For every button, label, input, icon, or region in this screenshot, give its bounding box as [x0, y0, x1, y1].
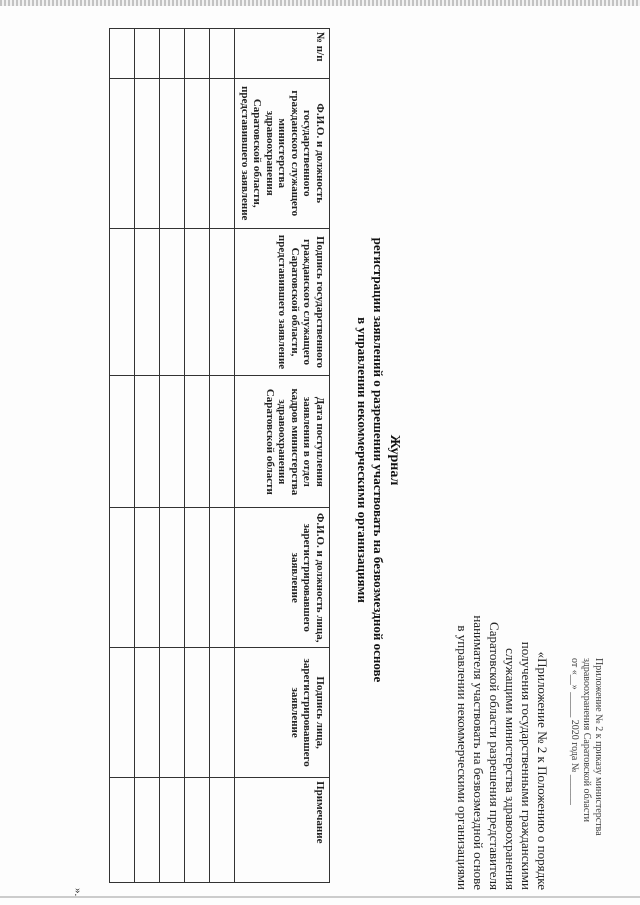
header-number: № п/п	[235, 29, 330, 79]
table-cell	[160, 648, 185, 778]
appendix-line-1: «Приложение № 2 к Положению о порядке	[535, 651, 550, 890]
table-cell	[210, 778, 235, 883]
header-employee-signature: Подпись государственного гражданского служащего Саратовской области, представившего заявление	[235, 228, 330, 376]
table-row	[185, 29, 210, 883]
table-cell	[110, 29, 135, 79]
header-registrar-signature: Подпись лица, зарегистрировавшего заявление	[235, 648, 330, 778]
table-row	[135, 29, 160, 883]
table-cell	[135, 78, 160, 228]
appendix-line-4: Саратовской области разрешения представителя	[487, 622, 502, 890]
table-cell	[185, 648, 210, 778]
header-remark: Примечание	[235, 778, 330, 883]
table-cell	[160, 376, 185, 508]
closing-mark: ».	[72, 888, 84, 897]
table-body	[110, 29, 235, 883]
table-cell	[210, 508, 235, 648]
table-row	[110, 29, 135, 883]
table-cell	[135, 376, 160, 508]
table-cell	[110, 648, 135, 778]
table-cell	[185, 29, 210, 79]
table-cell	[110, 376, 135, 508]
table-cell	[210, 376, 235, 508]
table-cell	[210, 228, 235, 376]
table-cell	[110, 228, 135, 376]
journal-title-line-2: регистрации заявлений о разрешении участвовать на безвозмездной основе	[371, 237, 386, 683]
approval-note-line-1: Приложение № 2 к приказу министерства	[593, 658, 604, 836]
table-cell	[135, 508, 160, 648]
appendix-caption	[454, 545, 550, 890]
table-cell	[185, 376, 210, 508]
table-cell	[210, 78, 235, 228]
appendix-line-2: получения государственными гражданскими	[519, 641, 534, 890]
table-cell	[110, 778, 135, 883]
table-cell	[160, 778, 185, 883]
journal-title-line-3: в управлении некоммерческими организациями	[355, 317, 370, 603]
table-cell	[110, 78, 135, 228]
table-cell	[160, 78, 185, 228]
table-row	[210, 29, 235, 883]
table-cell	[185, 508, 210, 648]
table-cell	[210, 29, 235, 79]
table-cell	[135, 228, 160, 376]
table-row	[160, 29, 185, 883]
table-cell	[185, 228, 210, 376]
table-cell	[135, 778, 160, 883]
table-cell	[110, 508, 135, 648]
table-cell	[160, 228, 185, 376]
table-cell	[185, 778, 210, 883]
table-cell	[160, 29, 185, 79]
appendix-line-6: в управлении некоммерческими организациями	[455, 625, 470, 890]
table-cell	[185, 78, 210, 228]
header-employee-name: Ф.И.О. и должность государственного гражданского служащего министерства здравоохранения Саратовской области, представившего заявление	[235, 78, 330, 228]
table-cell	[135, 648, 160, 778]
table-cell	[160, 508, 185, 648]
approval-note	[568, 658, 604, 888]
approval-note-line-2: здравоохранения Саратовской области	[581, 658, 592, 822]
registration-table	[110, 28, 331, 883]
header-receipt-date: Дата поступления заявления в отдел кадров министерства здравоохранения Саратовской области	[235, 376, 330, 508]
appendix-line-3: служащими министерства здравоохранения	[503, 648, 518, 890]
table-header-row	[235, 29, 330, 883]
journal-title-main: Журнал	[387, 434, 402, 486]
table-cell	[135, 29, 160, 79]
approval-note-line-3: от «__» _____ 2020 года № ______	[569, 658, 580, 805]
appendix-line-5: нанимателя участвовать на безвозмездной основе	[471, 615, 486, 890]
header-registrar-name: Ф.И.О. и должность лица, зарегистрировавшего заявление	[235, 508, 330, 648]
journal-title	[354, 60, 402, 860]
table-cell	[210, 648, 235, 778]
